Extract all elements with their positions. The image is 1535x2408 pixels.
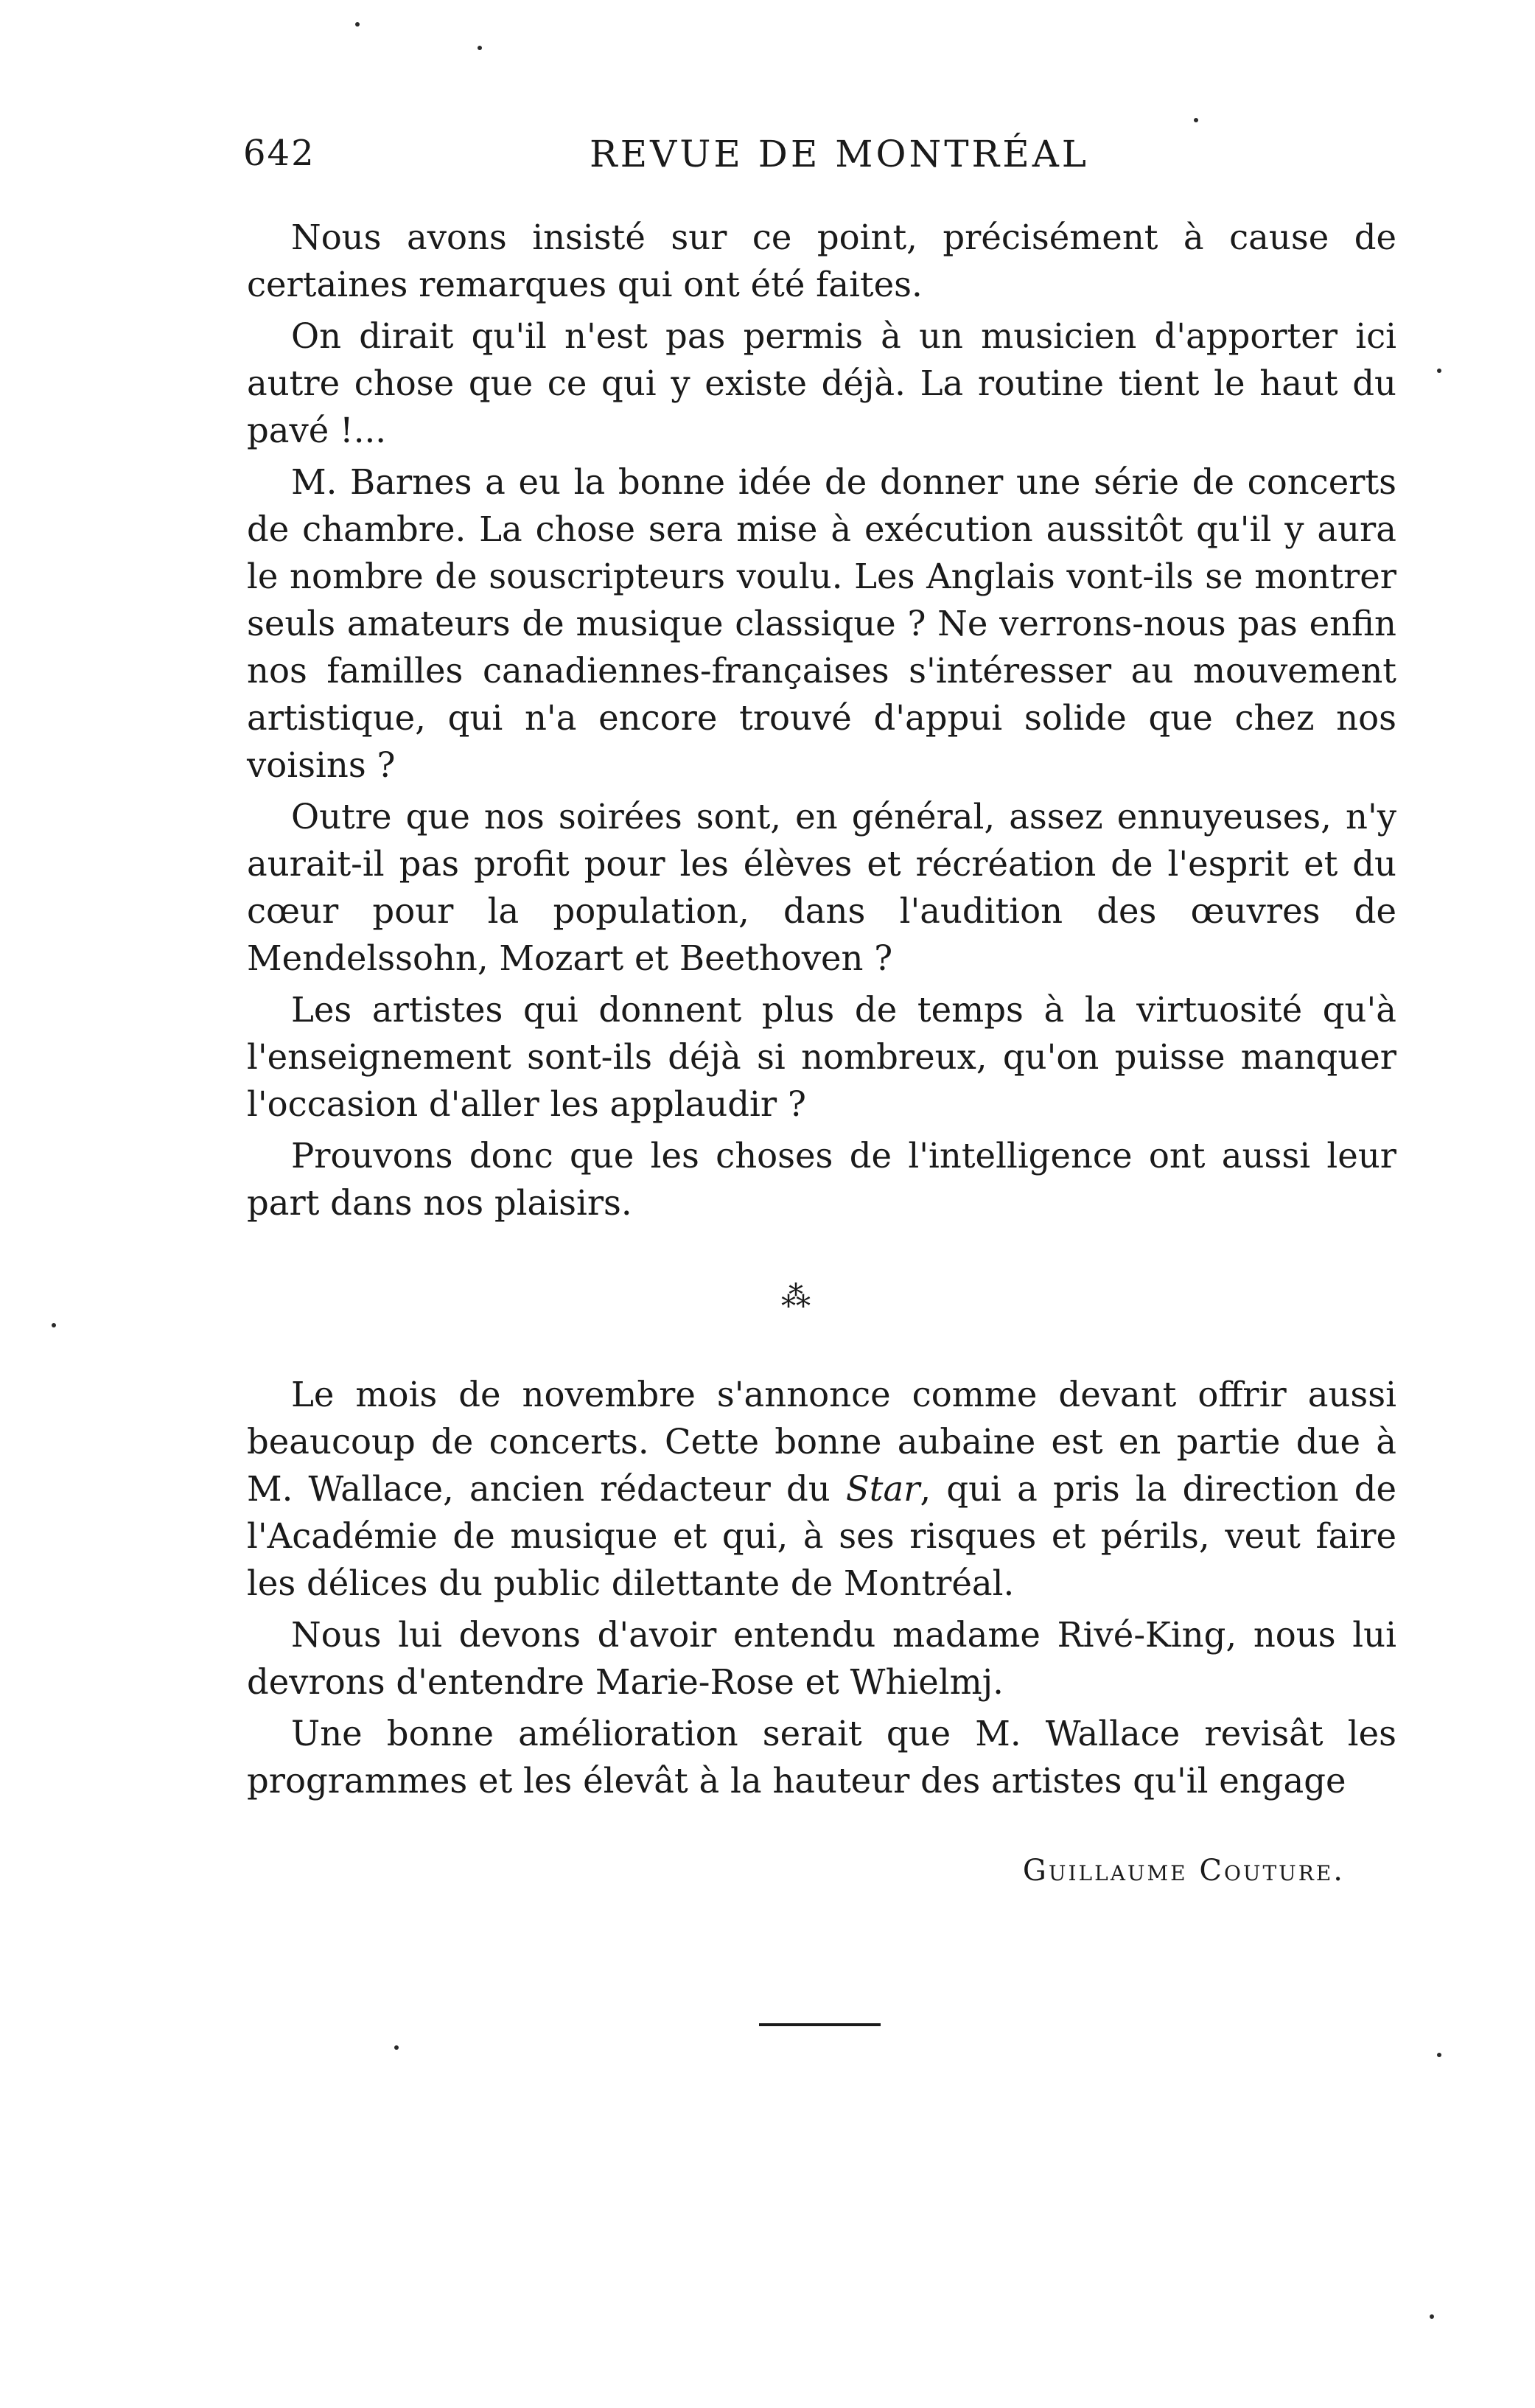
paragraph: Une bonne amélioration serait que M. Wallace revisât les programmes et les élevât à la hauteur des artistes qu'il engage <box>247 1714 1396 1801</box>
paragraph: Prouvons donc que les choses de l'intelligence ont aussi leur part dans nos plaisirs. <box>247 1136 1396 1223</box>
paragraph: Nous lui devons d'avoir entendu madame Rivé-King, nous lui devrons d'entendre Marie-Rose et Whielmj. <box>247 1615 1396 1702</box>
scan-speck <box>394 2045 399 2050</box>
scan-speck <box>1437 2053 1441 2057</box>
running-title: REVUE DE MONTRÉAL <box>590 133 1090 175</box>
article-section-1 <box>247 214 1396 1231</box>
paragraph <box>247 1371 1396 1607</box>
paragraph-text: , qui a pris la direction de l'Académie de musique et qui, à ses risques et périls, veut faire les délices du public dilettante de Montréal. <box>247 1469 1396 1603</box>
article-section-2 <box>247 1371 1396 1809</box>
scan-speck <box>1194 118 1198 122</box>
paragraph-text: Le mois de novembre s'annonce comme devant offrir aussi beaucoup de concerts. Cette bonne aubaine est en partie due à M. Wallace, ancien rédacteur du <box>247 1375 1396 1509</box>
paragraph: M. Barnes a eu la bonne idée de donner une série de concerts de chambre. La chose sera mise à exécution aussitôt qu'il y aura le nombre de souscripteurs voulu. Les Anglais vont-ils se montrer seuls amateurs de musique classique ? Ne verrons-nous pas enfin nos familles canadiennes-françaises s'intéresser au mouvement artistique, qui n'a encore trouvé d'appui solide que chez nos voisins ? <box>247 462 1396 785</box>
page-header <box>243 133 1371 192</box>
paragraph: Les artistes qui donnent plus de temps à la virtuosité qu'à l'enseignement sont-ils déjà si nombreux, qu'on puisse manquer l'occasion d'aller les applaudir ? <box>247 990 1396 1124</box>
section-divider-asterism: ⁂ <box>781 1280 811 1314</box>
scan-speck <box>355 22 360 27</box>
author-signature: Guillaume Couture. <box>1022 1854 1345 1888</box>
paragraph: On dirait qu'il n'est pas permis à un musicien d'apporter ici autre chose que ce qui y existe déjà. La routine tient le haut du pavé !... <box>247 316 1396 450</box>
end-rule-divider <box>759 2023 881 2026</box>
newspaper-title: Star <box>845 1469 920 1509</box>
scan-speck <box>1430 2314 1434 2319</box>
scan-speck <box>478 46 482 50</box>
scan-speck <box>52 1323 56 1327</box>
paragraph: Nous avons insisté sur ce point, précisément à cause de certaines remarques qui ont été faites. <box>247 217 1396 304</box>
paragraph: Outre que nos soirées sont, en général, assez ennuyeuses, n'y aurait-il pas profit pour les élèves et récréation de l'esprit et du cœur pour la population, dans l'audition des œuvres de Mendelssohn, Mozart et Beethoven ? <box>247 797 1396 978</box>
scan-speck <box>1437 369 1441 373</box>
page-number: 642 <box>243 133 315 174</box>
